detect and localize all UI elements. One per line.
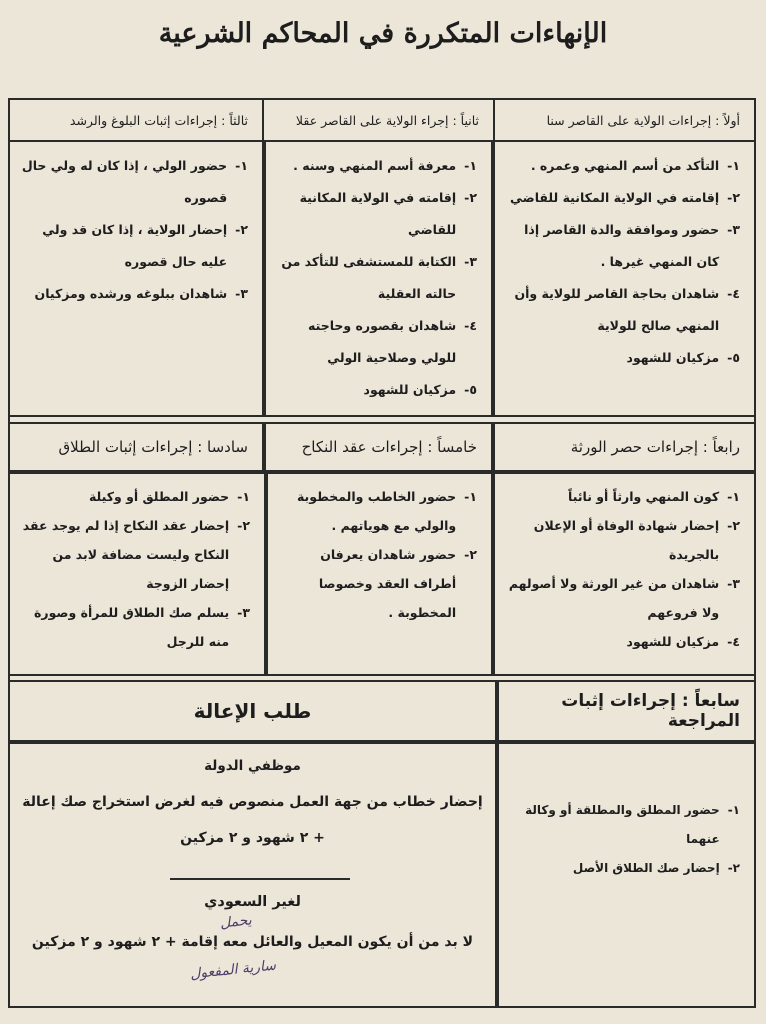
list-item xyxy=(18,482,250,511)
header-guardianship-mental xyxy=(262,98,495,142)
item-number: ٢- xyxy=(237,518,250,533)
header-puberty-proof xyxy=(8,98,264,142)
item-text: إحضار عقد النكاح إذا لم يوجد عقد النكاح وليست مضافة لابد من إحضار الزوجة xyxy=(22,518,230,591)
list-item xyxy=(274,182,477,246)
list-item xyxy=(503,150,740,182)
item-text: إحضار شهادة الوفاة أو الإعلان بالجريدة xyxy=(533,518,720,562)
header-text: ثانياً : إجراء الولاية على القاصر عقلا xyxy=(295,112,479,128)
item-number: ٣- xyxy=(727,222,740,237)
gov-employees-line: إحضار خطاب من جهة العمل منصوص فيه لغرض استخراج صك إعالة xyxy=(22,794,483,810)
item-text: حضور المطلق أو وكيلة xyxy=(88,489,230,504)
item-text: إقامته في الولاية المكانية للقاضي xyxy=(299,190,457,237)
list-item xyxy=(503,511,740,569)
section-marriage-contract xyxy=(266,472,493,676)
item-text: حضور الولي ، إذا كان له ولي حال قصوره xyxy=(21,158,228,205)
header-guardianship-minor-age xyxy=(493,98,756,142)
item-text: معرفة أسم المنهي وسنه . xyxy=(293,158,457,173)
list-item xyxy=(503,342,740,374)
item-number: ٢- xyxy=(464,547,477,562)
item-list xyxy=(10,142,262,310)
item-number: ٣- xyxy=(235,286,248,301)
header-text: سابعاً : إجراءات إثبات المراجعة xyxy=(561,691,740,731)
item-number: ٣- xyxy=(237,605,250,620)
gov-employees-title: موظفي الدولة xyxy=(204,758,301,774)
header-text: سادسا : إجراءات إثبات الطلاق xyxy=(58,438,248,456)
item-text: إحضار صك الطلاق الأصل xyxy=(572,861,720,875)
list-item xyxy=(274,246,477,310)
item-list xyxy=(266,142,491,406)
item-number: ٤- xyxy=(727,286,740,301)
section-revocation-proof xyxy=(497,742,756,1008)
list-item xyxy=(276,482,477,540)
list-item xyxy=(503,278,740,342)
item-text: مزكيان للشهود xyxy=(363,382,457,397)
non-saudi-title: لغير السعودي xyxy=(204,894,301,910)
section-heirs-inventory xyxy=(493,472,756,676)
section-divorce-proof xyxy=(8,472,266,676)
divider-line xyxy=(170,878,350,880)
item-number: ٤- xyxy=(727,634,740,649)
item-number: ٢- xyxy=(727,190,740,205)
item-number: ٢- xyxy=(464,190,477,205)
item-text: إحضار الولاية ، إذا كان قد ولي عليه حال قصوره xyxy=(42,222,228,269)
section-dependency-request xyxy=(8,742,497,1008)
item-number: ٢- xyxy=(727,861,740,875)
item-text: حضور وموافقة والدة القاصر إذا كان المنهي غيرها . xyxy=(524,222,720,269)
item-list xyxy=(268,474,491,627)
item-text: كون المنهي وارثاً أو نائباً xyxy=(568,489,720,504)
list-item xyxy=(507,854,740,883)
handwritten-note-top: يحمل xyxy=(219,912,253,932)
list-item xyxy=(18,214,248,278)
item-text: حضور الخاطب والمخطوبة والولي مع هوياتهم . xyxy=(296,489,457,533)
item-list xyxy=(10,474,264,656)
item-text: إقامته في الولاية المكانية للقاضي xyxy=(510,190,720,205)
item-number: ١- xyxy=(464,158,477,173)
section-guardianship-minor-age xyxy=(493,140,756,417)
item-number: ٢- xyxy=(235,222,248,237)
item-text: الكتابة للمستشفى للتأكد من حالته العقلية xyxy=(281,254,457,301)
header-text: طلب الإعالة xyxy=(193,699,312,723)
gov-employees-witnesses: + ٢ شهود و ٢ مزكين xyxy=(180,830,325,846)
item-text: مزكيان للشهود xyxy=(626,350,720,365)
list-item xyxy=(274,374,477,406)
list-item xyxy=(503,482,740,511)
section-puberty-proof xyxy=(8,140,264,417)
item-number: ١- xyxy=(464,489,477,504)
item-number: ١- xyxy=(237,489,250,504)
page-title: الإنهاءات المتكررة في المحاكم الشرعية xyxy=(158,18,608,49)
item-text: التأكد من أسم المنهي وعمره . xyxy=(530,158,720,173)
item-number: ١- xyxy=(727,158,740,173)
header-revocation-proof xyxy=(497,680,756,742)
item-number: ١- xyxy=(727,803,740,817)
item-number: ٢- xyxy=(727,518,740,533)
item-text: مزكيان للشهود xyxy=(626,634,720,649)
item-text: حضور شاهدان يعرفان أطراف العقد وخصوصا المخطوبة . xyxy=(318,547,457,620)
item-number: ٣- xyxy=(464,254,477,269)
item-number: ٥- xyxy=(727,350,740,365)
item-text: حضور المطلق والمطلقة أو وكالة عنهما xyxy=(525,803,720,846)
item-number: ٥- xyxy=(464,382,477,397)
item-text: يسلم صك الطلاق للمرأة وصورة منه للرجل xyxy=(34,605,230,649)
item-text: شاهدان ببلوغه ورشده ومزكيان xyxy=(34,286,228,301)
handwritten-note-bottom: سارية المفعول xyxy=(189,957,277,983)
item-text: شاهدان بحاجة القاصر للولاية وأن المنهي صالح للولاية xyxy=(514,286,720,333)
list-item xyxy=(18,278,248,310)
item-list xyxy=(495,142,754,374)
list-item xyxy=(503,569,740,627)
item-number: ١- xyxy=(727,489,740,504)
list-item xyxy=(503,182,740,214)
item-text: شاهدان من غير الورثة ولا أصولهم ولا فروعهم xyxy=(508,576,720,620)
list-item xyxy=(274,310,477,374)
header-text: ثالثاً : إجراءات إثبات البلوغ والرشد xyxy=(69,112,248,128)
header-text: خامساً : إجراءات عقد النكاح xyxy=(301,438,477,456)
header-dependency-request xyxy=(8,680,497,742)
list-item xyxy=(503,214,740,278)
item-number: ١- xyxy=(235,158,248,173)
list-item xyxy=(503,627,740,656)
header-heirs-inventory xyxy=(493,422,756,472)
list-item xyxy=(276,540,477,627)
list-item xyxy=(18,511,250,598)
non-saudi-line: لا بد من أن يكون المعيل والعائل معه إقامة + ٢ شهود و ٢ مزكين xyxy=(31,934,474,950)
item-list xyxy=(495,474,754,656)
item-text: شاهدان بقصوره وحاجته للولي وصلاحية الولي xyxy=(308,318,457,365)
item-number: ٣- xyxy=(727,576,740,591)
section-guardianship-mental xyxy=(264,140,493,417)
list-item xyxy=(274,150,477,182)
header-text: أولاً : إجراءات الولاية على القاصر سنا xyxy=(546,112,740,128)
header-marriage-contract xyxy=(264,422,493,472)
item-number: ٤- xyxy=(464,318,477,333)
header-divorce-proof xyxy=(8,422,264,472)
item-list xyxy=(499,744,754,883)
list-item xyxy=(18,598,250,656)
header-text: رابعاً : إجراءات حصر الورثة xyxy=(570,438,740,456)
list-item xyxy=(507,796,740,854)
list-item xyxy=(18,150,248,214)
